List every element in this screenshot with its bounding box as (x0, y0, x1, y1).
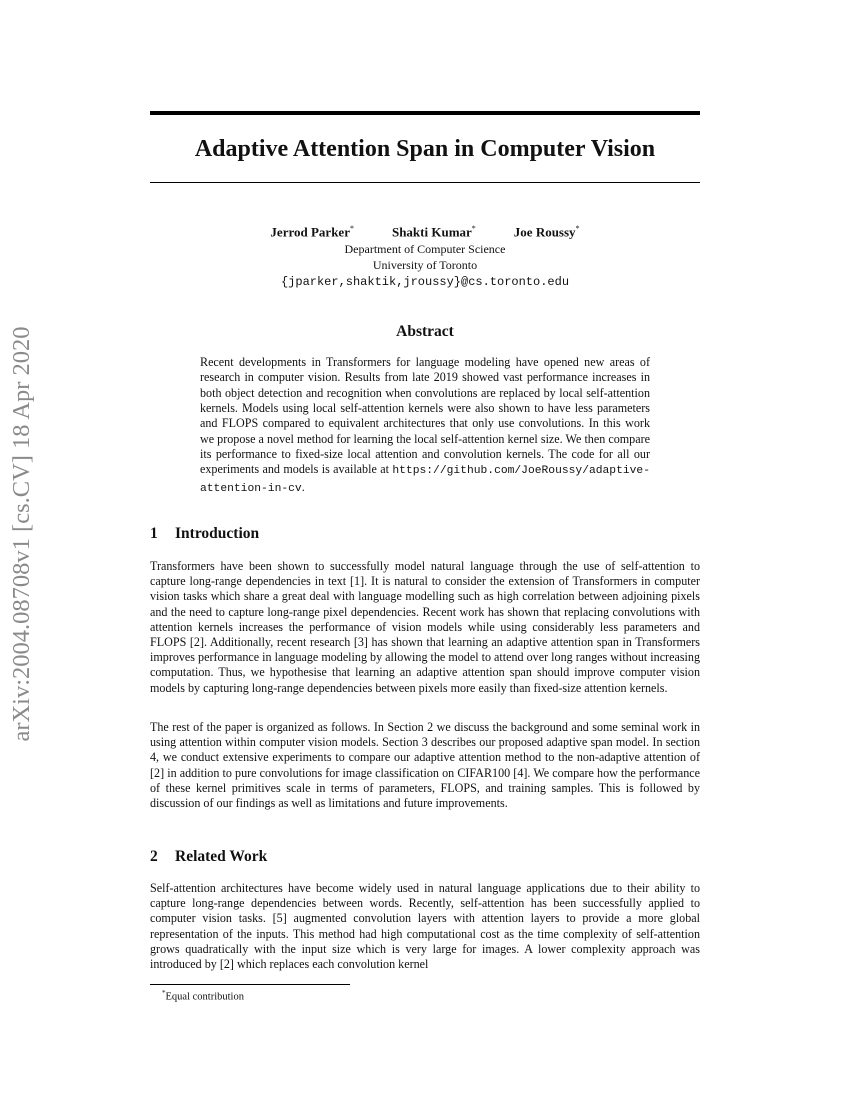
introduction-paragraph: Transformers have been shown to successfully model natural language through the use of self-attention to capture long-range dependencies in text [1]. It is natural to consider the extension of Transformers in computer vision tasks which share a great deal with language modelling such as high correlation between adjoining pixels and the need to capture long-range pixel dependencies. Recent work has shown that replacing convolutions with attention kernels increases the performance of vision models while using considerably less parameters and FLOPS [2]. Additionally, recent research [3] has shown that learning an adaptive attention span in Transformers improves performance in language modeling by allowing the model to attend over long ranges without increasing computation. Thus, we hypothesise that learning an adaptive attention span should improve computer vision models by capturing long-range dependencies between pixels more easily than fixed-size attention kernels. (150, 559, 700, 695)
title-top-rule (150, 111, 700, 115)
author-emails: {jparker,shaktik,jroussy}@cs.toronto.edu (280, 274, 570, 289)
section-heading-related-work: 2 Related Work (150, 848, 268, 865)
author-list (150, 221, 700, 241)
related-work-paragraph: Self-attention architectures have become widely used in natural language applications due to their ability to capture long-range dependencies between words. Recently, self-attention has been successfully applied to computer vision tasks. [5] augmented convolution layers with attention layers to provide a more global representation of the inputs. This method had high computational cost as the time complexity of self-attention grows quadratically with the input size which is very large for images. A lower complexity approach was introduced by [2] which replaces each convolution kernel (150, 881, 700, 972)
code-repository-link[interactable]: https://github.com/JoeRoussy/adaptive-attention-in-cv (200, 465, 650, 495)
affiliation-department: Department of Computer Science (344, 241, 506, 256)
title-bottom-rule (150, 182, 700, 183)
arxiv-identifier-stamp (0, 290, 44, 778)
abstract-heading: Abstract (396, 323, 454, 340)
footnote-rule (150, 984, 350, 985)
abstract-body: Recent developments in Transformers for language modeling have opened new areas of research in computer vision. Results from late 2019 showed vast performance increases in both object detection and recognition when convolutions are replaced by local self-attention kernels. Models using local self-attention kernels were also shown to have less parameters and FLOPS compared to equivalent architectures that only use convolutions. In this work we propose a novel method for learning the local self-attention kernel size. We then compare its performance to fixed-size local attention and convolution kernels. The code for all our experiments and models is available at https://github.com/JoeRoussy/adaptive-attention-in-cv. (200, 355, 650, 495)
footnote: *Equal contribution (162, 989, 244, 1003)
author-name: Shakti Kumar* (391, 224, 476, 240)
author-block (150, 221, 700, 290)
affiliation-university: University of Toronto (372, 258, 478, 273)
author-name: Joe Roussy* (513, 224, 580, 240)
section-heading-introduction: 1 Introduction (150, 525, 260, 542)
arxiv-identifier-text: arXiv:2004.08708v1 [cs.CV] 18 Apr 2020 (8, 326, 35, 742)
author-name: Jerrod Parker* (270, 224, 354, 240)
introduction-paragraph: The rest of the paper is organized as follows. In Section 2 we discuss the background and some seminal work in using attention within computer vision models. Section 3 describes our proposed adaptive span model. In section 4, we conduct extensive experiments to compare our adaptive attention method to the non-adaptive attention of [2] in addition to pure convolutions for image classification on CIFAR100 [4]. We compare how the performance of these kernel primitives scale in terms of parameters, FLOPS, and training samples. This is followed by discussion of our findings as well as limitations and future improvements. (150, 720, 700, 811)
paper-title: Adaptive Attention Span in Computer Vision (194, 136, 656, 162)
